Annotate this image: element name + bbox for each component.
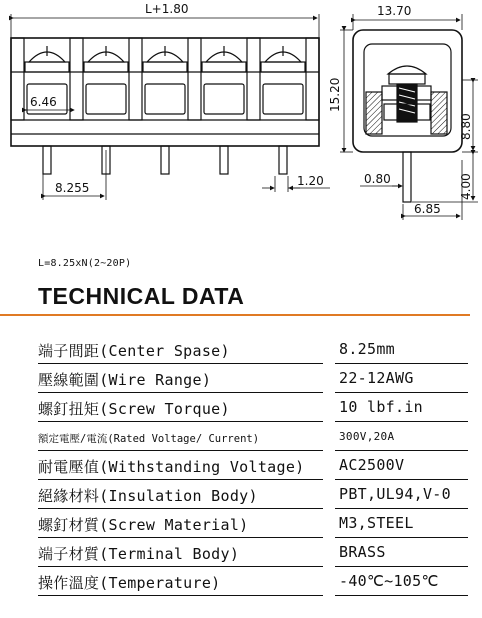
front-view [11,14,330,200]
spec-label: 螺釘材質(Screw Material) [38,516,249,534]
spec-value: 10 lbf.in [339,398,423,416]
row-underline [335,421,468,422]
table-row [38,453,468,482]
spec-value: BRASS [339,543,386,561]
technical-data-table [38,337,468,598]
row-underline [38,508,323,509]
heading-underline [0,314,470,316]
spec-value: 8.25mm [339,340,395,358]
terminal-pin [279,146,287,174]
spec-label: 操作溫度(Temperature) [38,574,221,592]
dim-pin-offset: 6.46 [30,95,57,109]
terminal-pin [161,146,169,174]
row-underline [335,392,468,393]
spec-value: 300V,20A [339,430,395,443]
row-underline [335,537,468,538]
dim-pitch: 8.255 [55,181,90,195]
spec-label: 螺釘扭矩(Screw Torque) [38,400,230,418]
dim-pin-length: 4.00 [459,173,473,200]
clamp-body [263,84,303,114]
clamp-body [145,84,185,114]
row-underline [38,363,323,364]
row-underline [335,479,468,480]
spec-value: 22-12AWG [339,369,414,387]
dim-pin-position: 6.85 [414,202,441,216]
barrier-wall [247,38,260,120]
barrier-wall [306,38,319,120]
row-underline [38,392,323,393]
row-underline [38,450,323,451]
side-view [340,14,478,220]
table-row [38,424,468,453]
screw-washer [25,62,69,72]
row-underline [335,566,468,567]
table-row [38,482,468,511]
spec-value: M3,STEEL [339,514,414,532]
barrier-wall [188,38,201,120]
table-row [38,511,468,540]
dim-pin-width: 1.20 [297,174,324,188]
dim-body-width: 13.70 [377,4,412,18]
screw-washer [143,62,187,72]
screw-washer [261,62,305,72]
spec-value: -40℃~105℃ [339,572,439,590]
barrier-wall [129,38,142,120]
technical-drawing [0,0,482,250]
row-underline [38,537,323,538]
row-underline [38,479,323,480]
barrier-wall [70,38,83,120]
table-row [38,337,468,366]
clamp-body [86,84,126,114]
spec-label: 額定電壓/電流(Rated Voltage/ Current) [38,433,260,445]
table-row [38,540,468,569]
clamp-body [204,84,244,114]
spec-label: 端子間距(Center Spase) [38,342,230,360]
row-underline [335,363,468,364]
table-row [38,569,468,598]
row-underline [38,595,323,596]
screw-washer [84,62,128,72]
table-row [38,366,468,395]
row-underline [38,421,323,422]
table-row [38,395,468,424]
dim-length: L+1.80 [145,2,189,16]
dim-right-height: 8.80 [459,113,473,140]
row-underline [335,508,468,509]
spec-label: 壓線範圍(Wire Range) [38,371,212,389]
barrier-wall [11,38,24,120]
spec-label: 絕緣材料(Insulation Body) [38,487,258,505]
spec-value: PBT,UL94,V-0 [339,485,451,503]
dim-height: 15.20 [328,77,342,112]
dim-pin-side: 0.80 [364,172,391,186]
spec-label: 耐電壓值(Withstanding Voltage) [38,458,305,476]
section-heading: TECHNICAL DATA [38,283,245,309]
row-underline [335,595,468,596]
spec-label: 端子材質(Terminal Body) [38,545,240,563]
terminal-pin [220,146,228,174]
screw-washer [202,62,246,72]
row-underline [335,450,468,451]
spec-value: AC2500V [339,456,405,474]
length-formula: L=8.25xN(2~20P) [38,258,132,269]
terminal-pin [43,146,51,174]
row-underline [38,566,323,567]
